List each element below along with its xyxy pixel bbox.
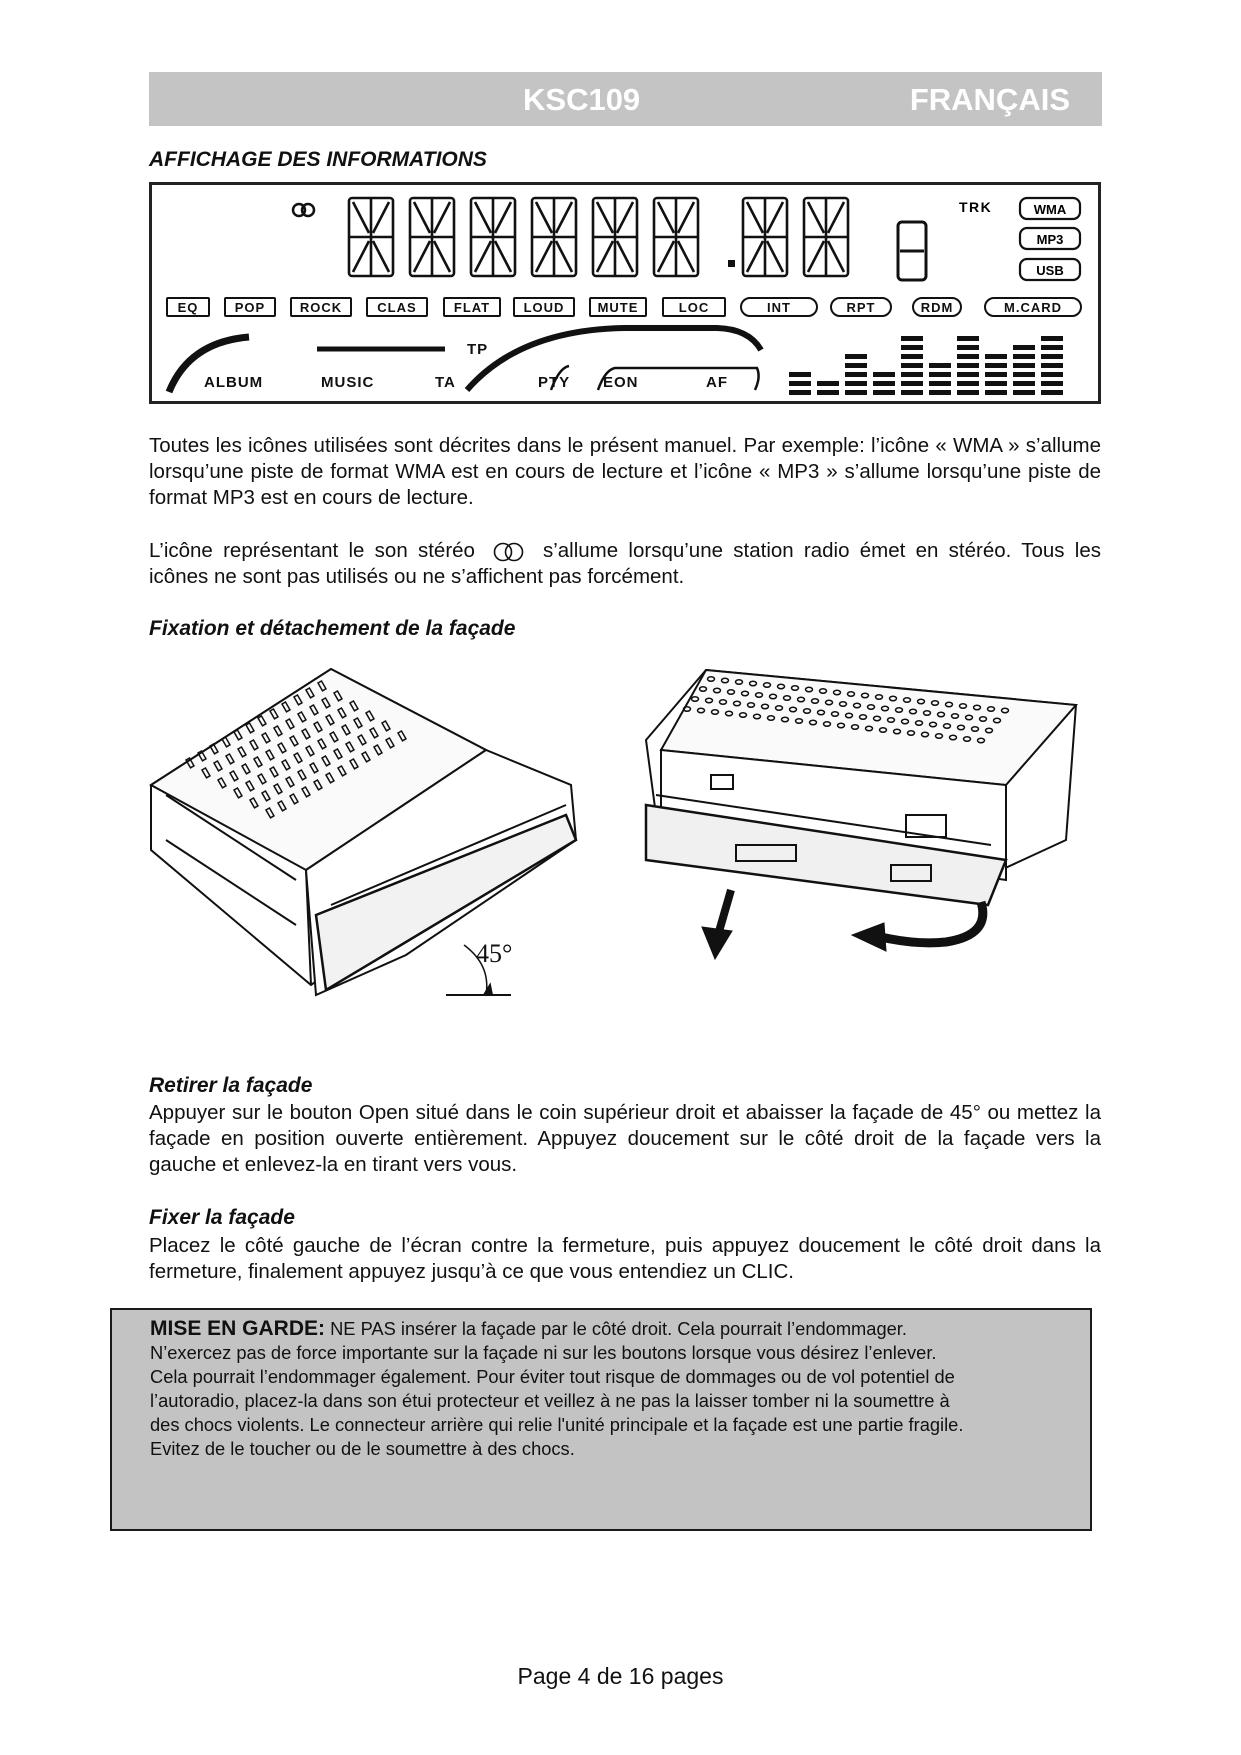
header-bar <box>149 72 1102 126</box>
lcd-mp3-label: MP3 <box>1036 232 1064 247</box>
spectrum-bar-segment <box>901 363 923 368</box>
warning-line-4: des chocs violents. Le connecteur arrière qui relie l'unité principale et la façade est une partie fragile. <box>150 1414 964 1435</box>
spectrum-bar-segment <box>817 390 839 395</box>
spectrum-bar-segment <box>985 354 1007 359</box>
svg-text:EQ: EQ <box>177 300 199 315</box>
lcd-display-diagram <box>149 182 1101 404</box>
lcd-mode-labels <box>167 298 1081 316</box>
lcd-digit-4 <box>532 198 576 276</box>
spectrum-bar-segment <box>901 381 923 386</box>
spectrum-bar-segment <box>957 381 979 386</box>
attach-paragraph <box>149 1233 1101 1285</box>
lcd-digit-5 <box>593 198 637 276</box>
lcd-digit-8 <box>804 198 848 276</box>
spectrum-bar-segment <box>929 381 951 386</box>
spectrum-bar-segment <box>1013 372 1035 377</box>
lcd-digit-1 <box>349 198 393 276</box>
spectrum-bar-segment <box>901 372 923 377</box>
fixation-title: Fixation et détachement de la façade <box>149 617 516 640</box>
spectrum-bar-segment <box>985 372 1007 377</box>
lcd-digit-7 <box>743 198 787 276</box>
spectrum-bar-segment <box>929 363 951 368</box>
stereo-paragraph <box>149 538 1101 590</box>
spectrum-bar-segment <box>957 354 979 359</box>
angle-label: 45° <box>476 939 513 968</box>
removal-arrows <box>702 890 983 959</box>
lcd-tp-label: TP <box>467 341 489 358</box>
spectrum-bar-segment <box>873 372 895 377</box>
spectrum-bar-segment <box>957 390 979 395</box>
spectrum-bar-segment <box>1013 390 1035 395</box>
warning-line-2: Cela pourrait l’endommager également. Pour éviter tout risque de dommages ou de vol potentiel de <box>150 1366 955 1387</box>
svg-text:FLAT: FLAT <box>453 300 491 315</box>
stereo-icon <box>487 541 531 563</box>
svg-text:ROCK: ROCK <box>299 300 343 315</box>
remove-text: Appuyer sur le bouton Open situé dans le coin supérieur droit et abaisser la façade de 45° ou mettez la façade en position ouverte entièrement. Appuyez doucement sur le côté droit de la façade vers la gauche et enlevez-la en tirant vers vous. <box>149 1101 1101 1176</box>
display-section-title: AFFICHAGE DES INFORMATIONS <box>149 148 487 171</box>
spectrum-bar-segment <box>901 336 923 341</box>
spectrum-bar-segment <box>1013 345 1035 350</box>
svg-text:LOC: LOC <box>678 300 710 315</box>
warning-label: MISE EN GARDE: <box>150 1317 326 1340</box>
spectrum-bar-segment <box>957 345 979 350</box>
spectrum-bar-segment <box>1041 390 1063 395</box>
spectrum-bar-segment <box>873 381 895 386</box>
lcd-digit-3 <box>471 198 515 276</box>
language-label: FRANÇAIS <box>909 82 1070 117</box>
spectrum-bar-segment <box>789 381 811 386</box>
lcd-ta-label: TA <box>435 374 456 391</box>
warning-first-line <box>150 1317 1080 1341</box>
spectrum-bar-segment <box>901 345 923 350</box>
warning-box <box>110 1308 1092 1531</box>
svg-text:M.CARD: M.CARD <box>1004 300 1062 315</box>
spectrum-bar-segment <box>1041 363 1063 368</box>
spectrum-bar-segment <box>845 390 867 395</box>
lcd-usb-label: USB <box>1036 263 1064 278</box>
warning-first-text: NE PAS insérer la façade par le côté droit. Cela pourrait l’endommager. <box>330 1318 907 1339</box>
spectrum-bar-segment <box>957 363 979 368</box>
spectrum-bar-segment <box>929 390 951 395</box>
svg-text:INT: INT <box>767 300 791 315</box>
intro-text: Toutes les icônes utilisées sont décrites dans le présent manuel. Par exemple: l’icône « WMA » s’allume lorsqu’une piste de format WMA est en cours de lecture et l’icône « MP3 » s’allume lorsqu’une piste de format MP3 est en cours de lecture. <box>149 434 1101 509</box>
stereo-text-before: L’icône représentant le son stéréo <box>149 539 475 562</box>
intro-paragraph <box>149 433 1101 511</box>
spectrum-bar-segment <box>985 363 1007 368</box>
spectrum-bar-segment <box>845 354 867 359</box>
spectrum-bar-segment <box>1041 372 1063 377</box>
spectrum-bar-segment <box>789 390 811 395</box>
lcd-music-label: MUSIC <box>321 374 375 391</box>
lcd-mode-rock <box>291 298 351 316</box>
svg-text:CLAS: CLAS <box>377 300 417 315</box>
warning-line-1: N’exercez pas de force importante sur la façade ni sur les boutons lorsque vous désirez l’enlever. <box>150 1342 937 1363</box>
spectrum-bar-segment <box>845 363 867 368</box>
spectrum-bar-segment <box>845 372 867 377</box>
remove-paragraph <box>149 1100 1101 1178</box>
spectrum-bar-segment <box>929 372 951 377</box>
spectrum-bar-segment <box>789 372 811 377</box>
warning-line-5: Evitez de le toucher ou de le soumettre à des chocs. <box>150 1438 575 1459</box>
model-name: KSC109 <box>523 82 641 117</box>
attach-title: Fixer la façade <box>149 1206 295 1229</box>
lcd-trk-label: TRK <box>959 199 993 215</box>
faceplate-illustrations <box>146 665 1106 1015</box>
spectrum-bar-segment <box>957 336 979 341</box>
stereo-text <box>149 538 1101 590</box>
warning-line-3: l’autoradio, placez-la dans son étui protecteur et veillez à ne pas la laisser tomber ni la soumettre à <box>150 1390 950 1411</box>
svg-text:RPT: RPT <box>846 300 876 315</box>
page-footer: Page 4 de 16 pages <box>517 1663 724 1689</box>
lcd-af-label: AF <box>706 374 728 391</box>
spectrum-bar-segment <box>1013 381 1035 386</box>
lcd-pty-label: PTY <box>538 374 571 391</box>
svg-text:RDM: RDM <box>920 300 954 315</box>
lcd-wma-label: WMA <box>1033 202 1067 217</box>
spectrum-bar-segment <box>1041 336 1063 341</box>
svg-text:POP: POP <box>234 300 266 315</box>
lcd-eon-label: EON <box>603 374 639 391</box>
svg-text:LOUD: LOUD <box>523 300 565 315</box>
spectrum-bar-segment <box>957 372 979 377</box>
spectrum-bar-segment <box>985 381 1007 386</box>
spectrum-bar-segment <box>1013 354 1035 359</box>
spectrum-bar-segment <box>1041 381 1063 386</box>
lcd-mode-mute <box>590 298 646 316</box>
spectrum-bar-segment <box>873 390 895 395</box>
attach-text: Placez le côté gauche de l’écran contre la fermeture, puis appuyez doucement le côté droit dans la fermeture, finalement appuyez jusqu’à ce que vous entendiez un CLIC. <box>149 1234 1101 1283</box>
spectrum-bar-segment <box>985 390 1007 395</box>
spectrum-bar-segment <box>845 381 867 386</box>
lcd-digit-2 <box>410 198 454 276</box>
lcd-decimal-point <box>728 260 735 267</box>
spectrum-bar-segment <box>901 390 923 395</box>
spectrum-bar-segment <box>1041 345 1063 350</box>
spectrum-bar-segment <box>817 381 839 386</box>
spectrum-bar-segment <box>1041 354 1063 359</box>
spectrum-bar-segment <box>901 354 923 359</box>
stereo-text-after: s’allume lorsqu’une station radio émet en stéréo. Tous les icônes ne sont pas utilisés ou ne s’affichent pas forcément. <box>149 539 1101 588</box>
svg-text:MUTE: MUTE <box>597 300 639 315</box>
remove-title: Retirer la façade <box>149 1074 313 1097</box>
spectrum-bar-segment <box>1013 363 1035 368</box>
lcd-album-label: ALBUM <box>204 374 264 391</box>
lcd-digit-6 <box>654 198 698 276</box>
